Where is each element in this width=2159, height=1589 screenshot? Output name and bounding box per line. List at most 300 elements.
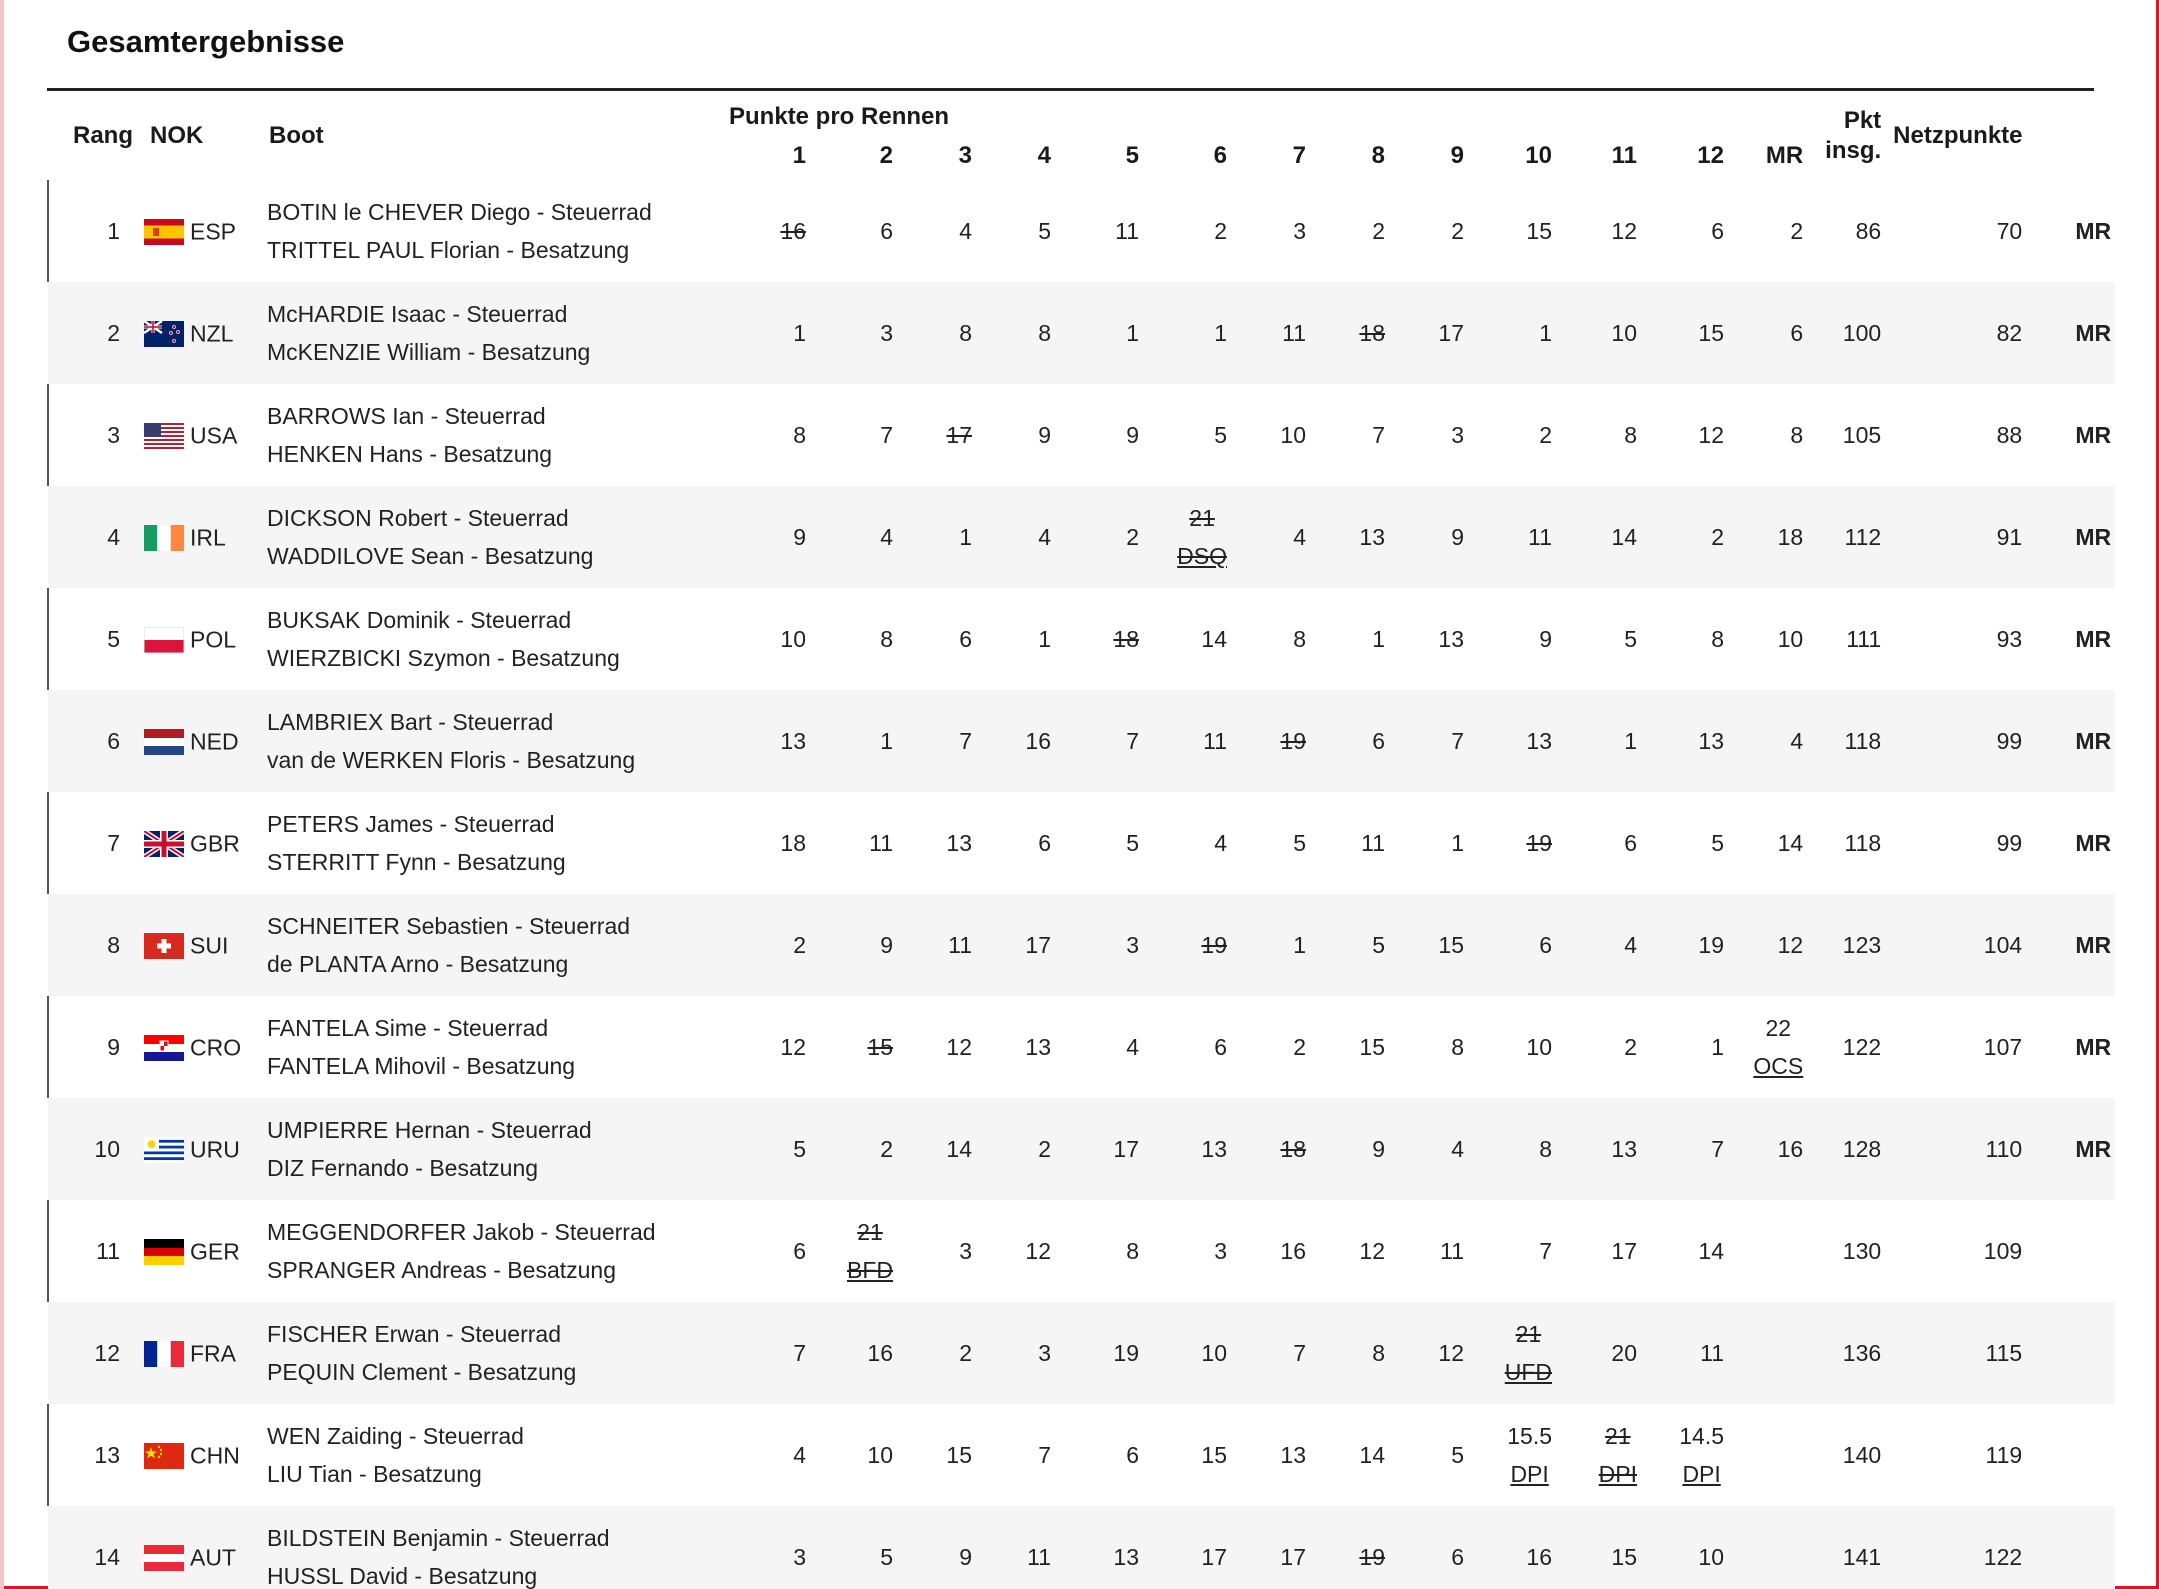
race-score-6 [1151, 996, 1239, 1098]
net-points-cell: 115 [1893, 1302, 2034, 1404]
race-score-2 [818, 894, 905, 996]
score-value: 22 [1765, 1015, 1792, 1041]
rank-cell: 11 [48, 1200, 134, 1302]
race-score-1 [711, 486, 818, 588]
helm-name[interactable]: FANTELA Sime - Steuerrad [267, 1015, 549, 1041]
race-score-7 [1239, 996, 1318, 1098]
score-value: 8 [1624, 421, 1637, 448]
page-title: Gesamtergebnisse [67, 24, 345, 59]
helm-name[interactable]: FISCHER Erwan - Steuerrad [267, 1321, 561, 1347]
score-value: 1 [1451, 829, 1464, 856]
score-value: 5 [1126, 829, 1139, 856]
race-score-10 [1476, 996, 1564, 1098]
race-score-12 [1649, 1302, 1736, 1404]
crew-name[interactable]: HUSSL David - Besatzung [267, 1563, 538, 1589]
header-race-3[interactable]: 3 [958, 141, 972, 169]
score-value: 13 [1201, 1135, 1227, 1162]
race-score-4 [984, 486, 1063, 588]
race-score-9 [1397, 180, 1476, 282]
race-score-8 [1318, 690, 1397, 792]
race-score-mr [1736, 180, 1815, 282]
helm-name[interactable]: DICKSON Robert - Steuerrad [267, 505, 569, 531]
header-punkte-pro-rennen: Punkte pro Rennen [729, 103, 950, 130]
score-value: 7 [793, 1339, 806, 1366]
flag-pol-icon [144, 627, 184, 653]
discarded-score: 21 [1605, 1423, 1631, 1449]
total-points-cell: 105 [1815, 384, 1893, 486]
race-score-12 [1649, 282, 1736, 384]
header-race-6[interactable]: 6 [1213, 141, 1227, 169]
race-score-8 [1318, 1404, 1397, 1506]
score-value: 7 [1293, 1339, 1306, 1366]
race-score-5 [1063, 1404, 1151, 1506]
race-score-5 [1063, 1302, 1151, 1404]
rank-cell: 2 [48, 282, 134, 384]
boat-cell [255, 486, 711, 588]
boat-cell [255, 690, 711, 792]
table-row[interactable] [48, 384, 2115, 486]
race-score-3 [905, 996, 984, 1098]
score-value: 8 [1372, 1339, 1385, 1366]
score-value: 2 [1293, 1033, 1306, 1060]
header-netzpunkte[interactable]: Netzpunkte [1893, 121, 2023, 149]
crew-name[interactable]: LIU Tian - Besatzung [267, 1461, 482, 1487]
score-value: 3 [880, 319, 893, 346]
table-row[interactable] [48, 1506, 2115, 1589]
nok-cell [134, 1098, 255, 1200]
race-score-5 [1063, 180, 1151, 282]
penalty-code[interactable]: DPI [1510, 1461, 1549, 1487]
helm-name[interactable]: LAMBRIEX Bart - Steuerrad [267, 709, 554, 735]
race-score-2 [818, 1404, 905, 1506]
medal-race-badge: MR [2034, 690, 2115, 792]
rank-cell: 13 [48, 1404, 134, 1506]
race-score-5 [1063, 588, 1151, 690]
score-value: 6 [1624, 829, 1637, 856]
medal-race-badge: MR [2034, 180, 2115, 282]
helm-name[interactable]: WEN Zaiding - Steuerrad [267, 1423, 524, 1449]
race-score-1 [711, 180, 818, 282]
race-score-12 [1649, 384, 1736, 486]
race-score-6 [1151, 1404, 1239, 1506]
race-score-11 [1564, 894, 1649, 996]
penalty-code[interactable]: UFD [1504, 1359, 1552, 1385]
race-score-7 [1239, 180, 1318, 282]
score-value: 9 [1539, 625, 1552, 652]
penalty-code[interactable]: DPI [1598, 1461, 1637, 1487]
score-value: 8 [1451, 1033, 1464, 1060]
penalty-score [1507, 1417, 1552, 1493]
table-row[interactable] [48, 996, 2115, 1098]
penalty-score [1505, 1315, 1552, 1391]
race-score-mr [1736, 1200, 1815, 1302]
table-row[interactable] [48, 282, 2115, 384]
race-score-11 [1564, 792, 1649, 894]
score-value: 9 [1126, 421, 1139, 448]
crew-name[interactable]: SPRANGER Andreas - Besatzung [267, 1257, 616, 1283]
penalty-score [1679, 1417, 1724, 1493]
score-value: 11 [1203, 727, 1227, 754]
score-value: 6 [1451, 1543, 1464, 1570]
race-score-12 [1649, 690, 1736, 792]
score-value: 5 [1038, 217, 1051, 244]
race-score-6 [1151, 486, 1239, 588]
race-score-7 [1239, 588, 1318, 690]
header-race-7[interactable]: 7 [1292, 141, 1306, 169]
total-points-cell: 123 [1815, 894, 1893, 996]
score-value: 11 [1115, 217, 1139, 244]
crew-name[interactable]: TRITTEL PAUL Florian - Besatzung [267, 237, 630, 263]
flag-uru-icon [144, 1137, 184, 1163]
score-value: 4 [1214, 829, 1227, 856]
score-value: 1 [1214, 319, 1227, 346]
race-score-6 [1151, 1200, 1239, 1302]
table-row[interactable] [48, 792, 2115, 894]
helm-name[interactable]: SCHNEITER Sebastien - Steuerrad [267, 913, 631, 939]
race-score-9 [1397, 282, 1476, 384]
total-points-cell: 111 [1815, 588, 1893, 690]
header-race-8[interactable]: 8 [1371, 141, 1385, 169]
race-score-8 [1318, 180, 1397, 282]
race-score-10 [1476, 1506, 1564, 1589]
race-score-5 [1063, 486, 1151, 588]
race-score-9 [1397, 1506, 1476, 1589]
discarded-score: 18 [1280, 1135, 1306, 1162]
race-score-6 [1151, 588, 1239, 690]
crew-name[interactable]: HENKEN Hans - Besatzung [267, 441, 553, 467]
helm-name[interactable]: UMPIERRE Hernan - Steuerrad [267, 1117, 592, 1143]
penalty-code[interactable]: DPI [1682, 1461, 1721, 1487]
header-race-2[interactable]: 2 [879, 141, 893, 169]
race-score-4 [984, 894, 1063, 996]
score-value: 10 [1280, 421, 1306, 448]
penalty-score [1753, 1009, 1803, 1085]
race-score-7 [1239, 690, 1318, 792]
helm-name[interactable]: BARROWS Ian - Steuerrad [267, 403, 546, 429]
score-value: 13 [1438, 625, 1464, 652]
race-score-mr [1736, 1506, 1815, 1589]
score-value: 7 [1711, 1135, 1724, 1162]
score-value: 14 [1611, 523, 1637, 550]
header-race-11[interactable]: 11 [1611, 141, 1637, 169]
table-row[interactable] [48, 690, 2115, 792]
race-score-3 [905, 792, 984, 894]
race-score-1 [711, 894, 818, 996]
race-score-6 [1151, 690, 1239, 792]
score-value: 1 [1539, 319, 1552, 346]
score-value: 13 [1280, 1441, 1306, 1468]
helm-name[interactable]: BOTIN le CHEVER Diego - Steuerrad [267, 199, 652, 225]
net-points-cell: 109 [1893, 1200, 2034, 1302]
header-race-9[interactable]: 9 [1450, 141, 1464, 169]
score-value: 10 [867, 1441, 893, 1468]
crew-name[interactable]: DIZ Fernando - Besatzung [267, 1155, 539, 1181]
race-score-12 [1649, 180, 1736, 282]
rank-cell: 12 [48, 1302, 134, 1404]
race-score-7 [1239, 384, 1318, 486]
race-score-2 [818, 1200, 905, 1302]
header-rang[interactable]: Rang [73, 121, 133, 149]
boat-cell [255, 996, 711, 1098]
header-race-1[interactable]: 1 [792, 141, 806, 169]
race-score-5 [1063, 690, 1151, 792]
crew-name[interactable]: PEQUIN Clement - Besatzung [267, 1359, 577, 1385]
score-value: 15.5 [1507, 1423, 1552, 1449]
net-points-cell: 82 [1893, 282, 2034, 384]
race-score-2 [818, 1302, 905, 1404]
window-left-edge [0, 0, 4, 1589]
nok-code: CHN [190, 1442, 240, 1469]
score-value: 6 [1038, 829, 1051, 856]
race-score-11 [1564, 996, 1649, 1098]
race-score-5 [1063, 282, 1151, 384]
score-value: 5 [1214, 421, 1227, 448]
race-score-2 [818, 180, 905, 282]
score-value: 4 [1451, 1135, 1464, 1162]
rank-cell: 14 [48, 1506, 134, 1589]
race-score-12 [1649, 1506, 1736, 1589]
rank-cell: 9 [48, 996, 134, 1098]
score-value: 1 [1038, 625, 1051, 652]
score-value: 14 [1777, 829, 1804, 856]
header-race-mr[interactable]: MR [1765, 141, 1804, 169]
score-value: 6 [793, 1237, 806, 1264]
race-score-7 [1239, 1200, 1318, 1302]
race-score-10 [1476, 588, 1564, 690]
race-score-6 [1151, 894, 1239, 996]
race-score-mr [1736, 792, 1815, 894]
boat-cell [255, 1098, 711, 1200]
score-value: 11 [948, 931, 972, 958]
score-value: 5 [880, 1543, 893, 1570]
score-value: 8 [1293, 625, 1306, 652]
race-score-12 [1649, 1404, 1736, 1506]
nok-cell [134, 1200, 255, 1302]
race-score-4 [984, 1404, 1063, 1506]
total-points-cell: 118 [1815, 792, 1893, 894]
crew-name[interactable]: WIERZBICKI Szymon - Besatzung [267, 645, 620, 671]
race-score-11 [1564, 180, 1649, 282]
score-value: 5 [793, 1135, 806, 1162]
race-score-3 [905, 1098, 984, 1200]
nok-cell [134, 894, 255, 996]
rank-cell: 7 [48, 792, 134, 894]
score-value: 4 [793, 1441, 806, 1468]
header-race-12[interactable]: 12 [1697, 141, 1724, 169]
table-row[interactable] [48, 1302, 2115, 1404]
net-points-cell: 70 [1893, 180, 2034, 282]
nok-cell [134, 180, 255, 282]
table-row[interactable] [48, 1404, 2115, 1506]
score-value: 3 [793, 1543, 806, 1570]
crew-name[interactable]: WADDILOVE Sean - Besatzung [267, 543, 594, 569]
total-points-cell: 130 [1815, 1200, 1893, 1302]
race-score-2 [818, 486, 905, 588]
net-points-cell: 107 [1893, 996, 2034, 1098]
helm-name[interactable]: McHARDIE Isaac - Steuerrad [267, 301, 568, 327]
race-score-2 [818, 384, 905, 486]
race-score-7 [1239, 486, 1318, 588]
penalty-code[interactable]: OCS [1753, 1053, 1804, 1079]
race-score-3 [905, 588, 984, 690]
helm-name[interactable]: BILDSTEIN Benjamin - Steuerrad [267, 1525, 610, 1551]
discarded-score: 16 [780, 217, 806, 244]
score-value: 7 [1038, 1441, 1051, 1468]
boat-cell [255, 180, 711, 282]
race-score-mr [1736, 384, 1815, 486]
score-value: 16 [1280, 1237, 1306, 1264]
discarded-score: 21 [1515, 1321, 1542, 1347]
medal-race-badge: MR [2034, 894, 2115, 996]
race-score-10 [1476, 1200, 1564, 1302]
helm-name[interactable]: BUKSAK Dominik - Steuerrad [267, 607, 572, 633]
score-value: 3 [1214, 1237, 1227, 1264]
crew-name[interactable]: McKENZIE William - Besatzung [267, 339, 591, 365]
score-value: 11 [1700, 1339, 1724, 1366]
nok-code: NED [190, 728, 239, 755]
score-value: 12 [946, 1033, 972, 1060]
nok-code: NZL [190, 320, 234, 347]
race-score-10 [1476, 180, 1564, 282]
score-value: 15 [1201, 1441, 1227, 1468]
score-value: 1 [959, 523, 972, 550]
score-value: 15 [1611, 1543, 1637, 1570]
nok-cell [134, 1302, 255, 1404]
race-score-3 [905, 384, 984, 486]
score-value: 8 [1711, 625, 1724, 652]
header-race-10[interactable]: 10 [1525, 141, 1552, 169]
boat-cell [255, 282, 711, 384]
helm-name[interactable]: MEGGENDORFER Jakob - Steuerrad [267, 1219, 656, 1245]
score-value: 7 [1451, 727, 1464, 754]
score-value: 2 [1214, 217, 1227, 244]
total-points-cell: 141 [1815, 1506, 1893, 1589]
race-score-12 [1649, 792, 1736, 894]
race-score-mr [1736, 588, 1815, 690]
race-score-8 [1318, 894, 1397, 996]
total-points-cell: 136 [1815, 1302, 1893, 1404]
race-score-3 [905, 486, 984, 588]
flag-chn-icon [144, 1443, 184, 1469]
crew-name[interactable]: FANTELA Mihovil - Besatzung [267, 1053, 576, 1079]
medal-race-badge: MR [2034, 384, 2115, 486]
score-value: 11 [1027, 1543, 1051, 1570]
table-row[interactable] [48, 1200, 2115, 1302]
score-value: 12 [780, 1033, 806, 1060]
table-row[interactable] [48, 486, 2115, 588]
race-score-8 [1318, 1098, 1397, 1200]
nok-code: ESP [190, 218, 237, 245]
race-score-10 [1476, 282, 1564, 384]
score-value: 17 [1438, 319, 1464, 346]
score-value: 5 [1711, 829, 1724, 856]
table-row[interactable] [48, 180, 2115, 282]
penalty-code[interactable]: BFD [847, 1257, 893, 1283]
race-score-8 [1318, 792, 1397, 894]
race-score-1 [711, 1506, 818, 1589]
total-points-cell: 100 [1815, 282, 1893, 384]
race-score-4 [984, 1506, 1063, 1589]
race-score-11 [1564, 1098, 1649, 1200]
score-value: 2 [1624, 1033, 1637, 1060]
race-score-9 [1397, 1404, 1476, 1506]
race-score-3 [905, 1200, 984, 1302]
score-value: 8 [1790, 421, 1804, 448]
score-value: 17 [1201, 1543, 1227, 1570]
score-value: 3 [959, 1237, 972, 1264]
net-points-cell: 99 [1893, 690, 2034, 792]
race-score-1 [711, 1302, 818, 1404]
race-score-4 [984, 792, 1063, 894]
score-value: 4 [880, 523, 893, 550]
flag-cro-icon [144, 1035, 184, 1061]
score-value: 13 [1359, 523, 1385, 550]
race-score-10 [1476, 690, 1564, 792]
race-score-1 [711, 690, 818, 792]
header-race-4[interactable]: 4 [1037, 141, 1051, 169]
table-row[interactable] [48, 1098, 2115, 1200]
crew-name[interactable]: van de WERKEN Floris - Besatzung [267, 747, 636, 773]
header-pkt-insg[interactable] [1815, 91, 1893, 180]
discarded-score: 19 [1280, 727, 1306, 754]
net-points-cell: 99 [1893, 792, 2034, 894]
race-score-4 [984, 996, 1063, 1098]
medal-race-badge [2034, 1404, 2115, 1506]
score-value: 19 [1113, 1339, 1139, 1366]
score-value: 4 [1790, 727, 1804, 754]
race-score-5 [1063, 1506, 1151, 1589]
discarded-score: 19 [1526, 829, 1552, 856]
race-score-12 [1649, 486, 1736, 588]
table-row[interactable] [48, 588, 2115, 690]
race-score-mr [1736, 1404, 1815, 1506]
header-nok[interactable]: NOK [150, 121, 204, 149]
race-score-8 [1318, 1302, 1397, 1404]
nok-code: FRA [190, 1340, 236, 1367]
race-score-mr [1736, 282, 1815, 384]
header-race-5[interactable]: 5 [1125, 141, 1139, 169]
penalty-code[interactable]: DSQ [1177, 543, 1227, 569]
score-value: 8 [1038, 319, 1051, 346]
header-pkt-line2: insg. [1825, 136, 1882, 164]
nok-code: URU [190, 1136, 240, 1163]
rank-cell: 8 [48, 894, 134, 996]
race-score-9 [1397, 792, 1476, 894]
race-score-2 [818, 1098, 905, 1200]
table-row[interactable] [48, 894, 2115, 996]
score-value: 15 [946, 1441, 972, 1468]
rank-cell: 6 [48, 690, 134, 792]
header-boot[interactable]: Boot [269, 121, 324, 149]
score-value: 2 [880, 1135, 893, 1162]
flag-fra-icon [144, 1341, 184, 1367]
race-score-10 [1476, 792, 1564, 894]
helm-name[interactable]: PETERS James - Steuerrad [267, 811, 555, 837]
race-score-6 [1151, 792, 1239, 894]
discarded-score: 17 [946, 421, 972, 448]
score-value: 8 [959, 319, 972, 346]
score-value: 11 [1361, 829, 1385, 856]
race-score-10 [1476, 384, 1564, 486]
crew-name[interactable]: STERRITT Fynn - Besatzung [267, 849, 566, 875]
score-value: 7 [959, 727, 972, 754]
score-value: 11 [1528, 523, 1552, 550]
race-score-9 [1397, 384, 1476, 486]
total-points-cell: 140 [1815, 1404, 1893, 1506]
score-value: 8 [1126, 1237, 1139, 1264]
crew-name[interactable]: de PLANTA Arno - Besatzung [267, 951, 569, 977]
penalty-score [847, 1213, 893, 1289]
